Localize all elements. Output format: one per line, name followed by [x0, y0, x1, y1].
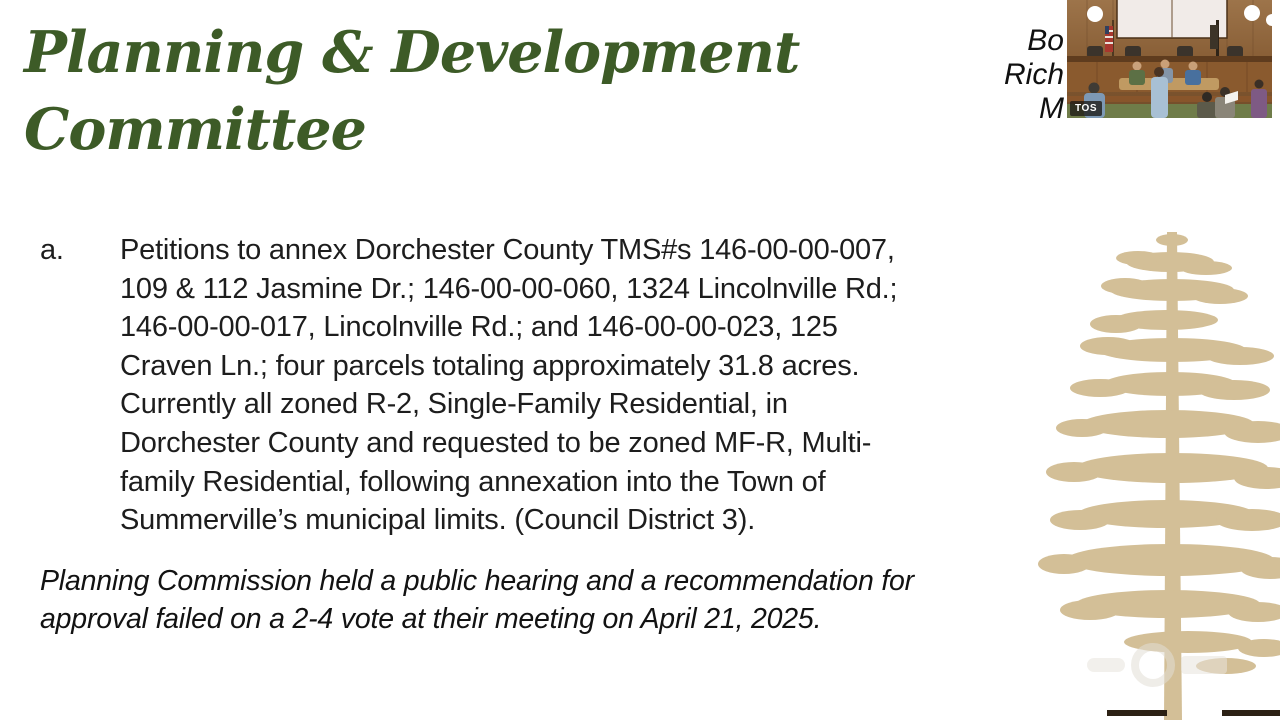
faint-watermark-logo — [1085, 638, 1240, 692]
item-text-line: Craven Ln.; four parcels totaling approximately 31.8 acres. — [120, 349, 860, 382]
ceiling-light — [1244, 5, 1260, 21]
note-line: approval failed on a 2-4 vote at their meeting on April 21, 2025. — [40, 603, 822, 635]
item-text-line: Summerville’s municipal limits. (Council District 3). — [120, 504, 756, 537]
state-flag — [1210, 25, 1218, 49]
page-title — [24, 14, 824, 168]
ground-silhouette-left — [1107, 710, 1167, 716]
item-text-line: 146-00-00-017, Lincolnville Rd.; and 146-00-00-023, 125 — [120, 311, 838, 344]
title-line-2: Committee — [24, 96, 366, 163]
video-overlay[interactable] — [1067, 0, 1272, 118]
ceiling-light — [1087, 6, 1103, 22]
us-flag — [1105, 26, 1113, 52]
title-line-1: Planning & Development — [24, 19, 800, 86]
obscured-text-line: M — [1039, 92, 1064, 125]
item-marker: a. — [40, 234, 64, 266]
item-text-line: Currently all zoned R-2, Single-Family Residential, in — [120, 388, 788, 421]
item-text-line: family Residential, following annexation into the Town of — [120, 465, 826, 498]
obscured-text-line: Bo — [1027, 24, 1064, 57]
ground-silhouette-right — [1222, 710, 1280, 716]
obscured-names-text — [944, 24, 1064, 126]
obscured-text-line: Rich — [1003, 58, 1064, 91]
item-text — [120, 231, 1000, 540]
note-line: Planning Commission held a public hearing and a recommendation for — [40, 565, 914, 597]
item-text-line: 109 & 112 Jasmine Dr.; 146-00-00-060, 1324 Lincolnville Rd.; — [120, 272, 898, 305]
item-text-line: Petitions to annex Dorchester County TMS#s 146-00-00-007, — [120, 234, 895, 266]
agenda-item-a — [40, 231, 1000, 540]
item-text-line: Dorchester County and requested to be zoned MF-R, Multi- — [120, 426, 872, 459]
video-watermark-tos: TOS — [1070, 101, 1102, 116]
planning-commission-note — [40, 562, 1000, 638]
